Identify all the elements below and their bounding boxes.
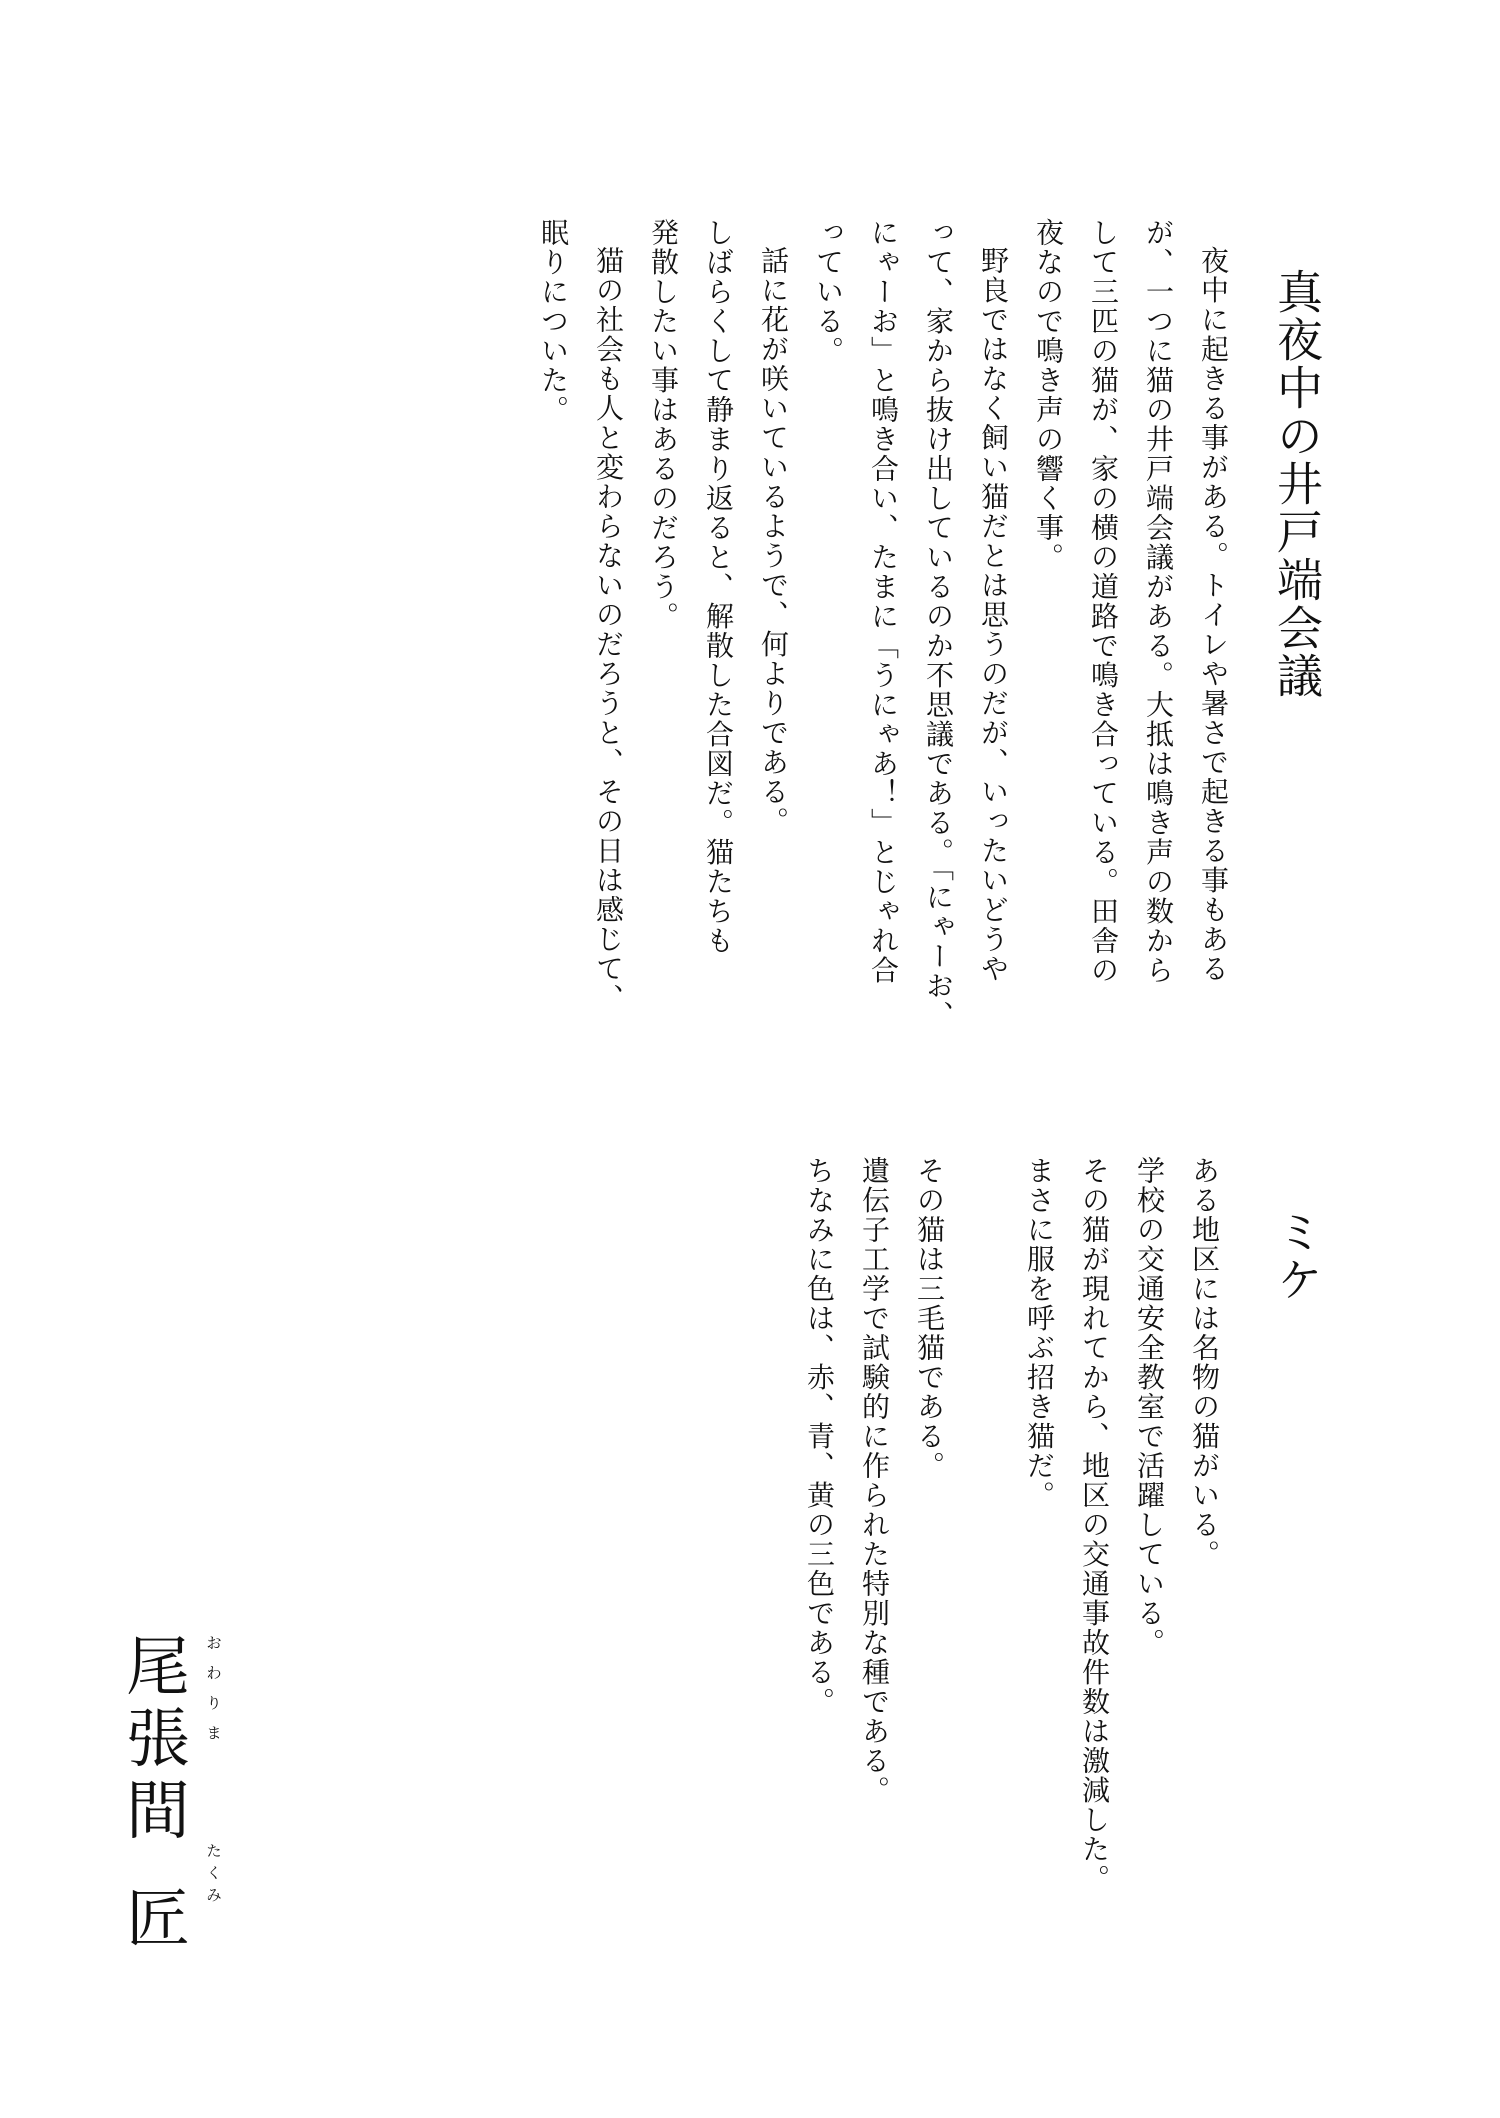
text-line: しばらくして静まり返ると、解散した合図だ。猫たちも bbox=[702, 218, 735, 956]
story1-title: 真夜中の井戸端会議 bbox=[1270, 268, 1324, 700]
author-name-char: 尾 bbox=[126, 1631, 190, 1705]
text-line: ちなみに色は、赤、青、黄の三色である。 bbox=[803, 1156, 836, 1717]
story1-body bbox=[526, 218, 1241, 1030]
text-line: 話に花が咲いているようで、何よりである。 bbox=[757, 246, 790, 836]
text-line: が、一つに猫の井戸端会議がある。大抵は鳴き声の数から bbox=[1142, 218, 1175, 985]
text-line: まさに服を呼ぶ招き猫だ。 bbox=[1023, 1156, 1056, 1510]
story2-title: ミケ bbox=[1270, 1208, 1324, 1304]
ruby-char: み bbox=[206, 1886, 222, 1904]
ruby-char: お bbox=[206, 1634, 222, 1652]
text-line: 夜中に起きる事がある。トイレや暑さで起きる事もある bbox=[1197, 246, 1230, 984]
ruby-char: た bbox=[206, 1842, 222, 1860]
text-line: その猫が現れてから、地区の交通事故件数は激減した。 bbox=[1078, 1156, 1111, 1894]
text-line: 野良ではなく飼い猫だとは思うのだが、いったいどうや bbox=[977, 246, 1010, 984]
text-line: その猫は三毛猫である。 bbox=[913, 1156, 946, 1481]
text-line: 発散したい事はあるのだろう。 bbox=[647, 218, 680, 631]
text-line: にゃーお」と鳴き合い、たまに「うにゃあ！」とじゃれ合 bbox=[867, 218, 900, 985]
text-line: ある地区には名物の猫がいる。 bbox=[1188, 1156, 1221, 1569]
author-name-char: 匠 bbox=[126, 1883, 190, 1957]
author-name-char: 間 bbox=[126, 1775, 190, 1849]
ruby-char: ま bbox=[206, 1724, 222, 1742]
text-line: 猫の社会も人と変わらないのだろうと、その日は感じて、 bbox=[592, 246, 625, 1013]
text-line: して三匹の猫が、家の横の道路で鳴き合っている。田舎の bbox=[1087, 218, 1120, 985]
ruby-char: わ bbox=[206, 1664, 222, 1682]
text-line: 眠りについた。 bbox=[537, 218, 570, 425]
ruby-char: く bbox=[206, 1864, 222, 1882]
text-line: 夜なので鳴き声の響く事。 bbox=[1032, 218, 1065, 572]
text-line: って、家から抜け出しているのか不思議である。「にゃーお、 bbox=[922, 218, 955, 1030]
author-ruby bbox=[204, 1636, 224, 1910]
ruby-char: り bbox=[206, 1694, 222, 1712]
author-name bbox=[126, 1631, 190, 1960]
text-line: っている。 bbox=[812, 218, 845, 366]
text-line: 遺伝子工学で試験的に作られた特別な種である。 bbox=[858, 1156, 891, 1805]
author-name-char: 張 bbox=[126, 1703, 190, 1777]
story2-body bbox=[792, 1156, 1232, 1946]
text-line: 学校の交通安全教室で活躍している。 bbox=[1133, 1156, 1166, 1658]
text-line bbox=[957, 1156, 1012, 1946]
